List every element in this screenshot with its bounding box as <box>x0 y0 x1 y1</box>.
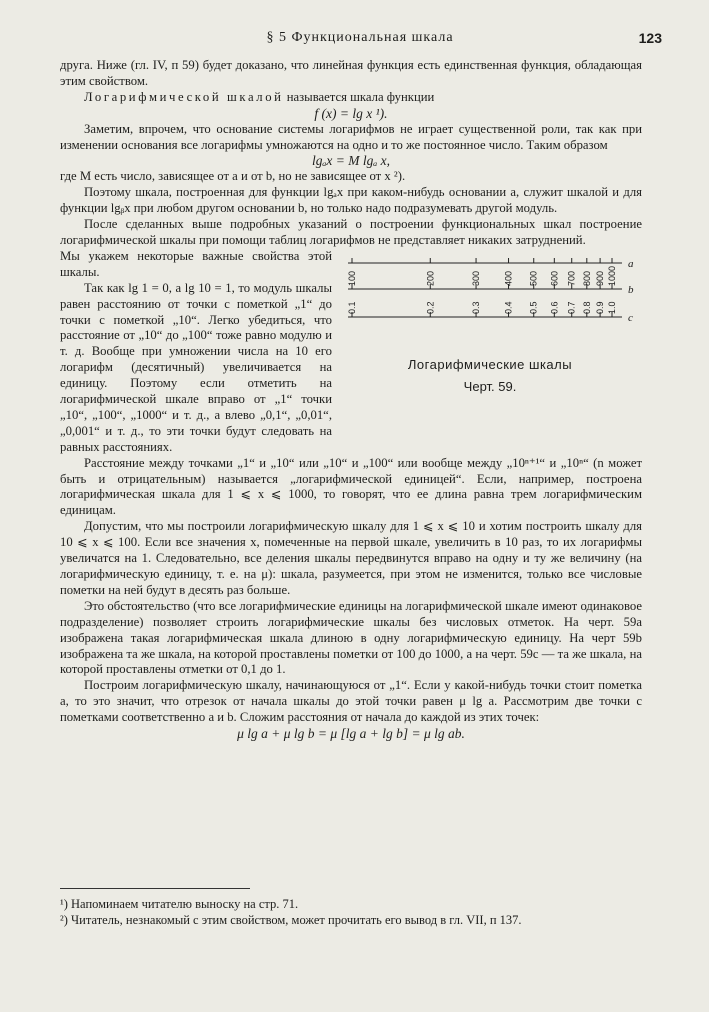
equation-base-change: lgₐx = M lgₐ x, <box>311 153 391 169</box>
paragraph: друга. Ниже (гл. IV, п 59) будет доказано, что линейная функция есть единственная функция, обладающая этим свойством. <box>60 58 642 88</box>
scale-b-tick-label: 400 <box>503 270 514 286</box>
scale-b-tick-label: 600 <box>549 270 560 286</box>
term-logarithmic-scale: Логарифмической шкалой <box>84 89 284 104</box>
paragraph: Построим логарифмическую шкалу, начинающуюся от „1“. Если у какой-нибудь точки стоит пометка a, то это значит, что отрезок от начала шкалы до этой точки равен μ lg a. Рассмотрим две точки с пометками соответственно a и b. Сложим расстояния от начала до каждой из этих точек: <box>60 678 642 725</box>
log-scales-diagram <box>342 253 642 353</box>
scale-b-tick-label: 100 <box>347 270 357 286</box>
figure-caption-title: Логарифмические шкалы <box>407 356 573 372</box>
scale-c-tick-label: 0.9 <box>595 301 606 314</box>
footnote-2: ²) Читатель, незнакомый с этим свойством, может прочитать его вывод в гл. VII, п 137. <box>60 913 522 927</box>
equation-log-product: μ lg a + μ lg b = μ [lg a + lg b] = μ lg ab. <box>237 726 465 742</box>
paragraph: Заметим, впрочем, что основание системы логарифмов не играет существенной роли, так как при изменении основания все логарифмы умножаются на одно и то же постоянное число. Таким образом <box>60 121 642 152</box>
scale-b-tick-label: 300 <box>471 270 482 286</box>
main-text <box>60 58 642 742</box>
equation-log-function: f (x) = lg x ¹). <box>314 105 388 121</box>
scale-b-ticks <box>347 266 617 289</box>
footnote-1: ¹) Напоминаем читателю выноску на стр. 71. <box>60 897 299 911</box>
scale-c-tick-label: 0.1 <box>347 301 357 314</box>
scale-c-tick-label: 0.3 <box>471 301 482 314</box>
footnotes <box>60 896 642 928</box>
scale-b-tick-label: 1000 <box>607 265 617 286</box>
scale-b-tick-label: 800 <box>581 270 592 286</box>
paragraph: Допустим, что мы построили логарифмическую шкалу для 1 ⩽ x ⩽ 10 и хотим построить шкалу для 10 ⩽ x ⩽ 100. Если все значения x, помеченные на первой шкале, увеличить в 10 раз, то их логарифмы увеличатся на 1. Следовательно, все деления шкалы передвинутся вправо на одну и ту же величину (на логарифмическую единицу, т. е. на μ): шкала, разумеется, при этом не изменится, только все числовые пометки на ней будут в десять раз больше. <box>60 519 642 597</box>
scale-c-tick-label: 1.0 <box>607 301 617 314</box>
page-number: 123 <box>638 30 662 46</box>
scale-c-tick-label: 0.5 <box>528 301 539 314</box>
scale-c-tick-label: 0.6 <box>549 301 560 314</box>
scale-b-letter: b <box>628 283 634 296</box>
paragraph: Мы укажем некоторые важные свойства этой шкалы. <box>60 248 332 279</box>
paragraph: Так как lg 1 = 0, а lg 10 = 1, то модуль шкалы равен расстоянию от точки с пометкой „1“ до точки с пометкой „10“. Легко убедиться, что расстояние от „10“ до „100“ тоже равно модулю и т. д. Вообще при умножении числа на 10 его логарифм (десятичный) увеличивается на единицу. Поэтому если отметить на логарифмической шкале вправо от „1“ точки „10“, „100“, „1000“ и т. д., а влево „0,1“, „0,01“, „0,001“ и т. д., то эти точки будут следовать на равных расстояниях. <box>60 280 332 454</box>
scale-c-tick-label: 0.4 <box>503 301 514 314</box>
definition-text: называется шкала функции <box>283 89 435 104</box>
footnote-rule <box>60 888 250 889</box>
scale-c-tick-label: 0.8 <box>581 301 592 314</box>
paragraph-definition <box>60 90 642 106</box>
paragraph: где M есть число, зависящее от a и от b, но не зависящее от x ²). <box>60 169 406 184</box>
figure-59 <box>342 253 642 436</box>
scale-b-tick-label: 900 <box>595 270 606 286</box>
scale-c-tick-label: 0.2 <box>425 301 436 314</box>
scale-c-ticks <box>347 301 617 317</box>
figure-caption-number: Черт. 59. <box>463 378 517 394</box>
paragraph: После сделанных выше подробных указаний о построении функциональных шкал построение логарифмической шкалы при помощи таблиц логарифмов не представляет никаких затруднений. <box>60 217 642 247</box>
paragraph: Расстояние между точками „1“ и „10“ или „10“ и „100“ или вообще между „10ⁿ⁺¹“ и „10ⁿ“ (n может быть и отрицательным) называется „логарифмической единицей“. Если, например, построена логарифмическая шкала для 1 ⩽ x ⩽ 1000, то говорят, что ее длина равна трем логарифмическим единицам. <box>60 455 642 518</box>
page-header <box>60 30 660 52</box>
scale-b-tick-label: 500 <box>528 270 539 286</box>
scale-a-letter: a <box>628 257 634 270</box>
running-title: § 5 Функциональная шкала <box>266 30 454 45</box>
scale-c-tick-label: 0.7 <box>566 301 577 314</box>
paragraph: Поэтому шкала, построенная для функции lgₐx при каком-нибудь основании a, служит шкалой и для функции lgᵦx при любом другом основании b, но только надо подразумевать другой модуль. <box>60 185 642 216</box>
scale-b-tick-label: 200 <box>425 270 436 286</box>
scale-c-letter: c <box>628 311 633 324</box>
paragraph: Это обстоятельство (что все логарифмические единицы на логарифмической шкале имеют одинаковое подразделение) позволяет строить логарифмические шкалы без числовых отметок. На черт. 59a изображена такая логарифмическая шкала длиною в одну логарифмическую единицу. На черт 59b изображена та же шкала, на которой проставлены пометки от 100 до 1000, а на черт. 59c — та же шкала, на которой проставлены отметки от 0,1 до 1. <box>60 598 642 677</box>
scale-b-tick-label: 700 <box>566 270 577 286</box>
